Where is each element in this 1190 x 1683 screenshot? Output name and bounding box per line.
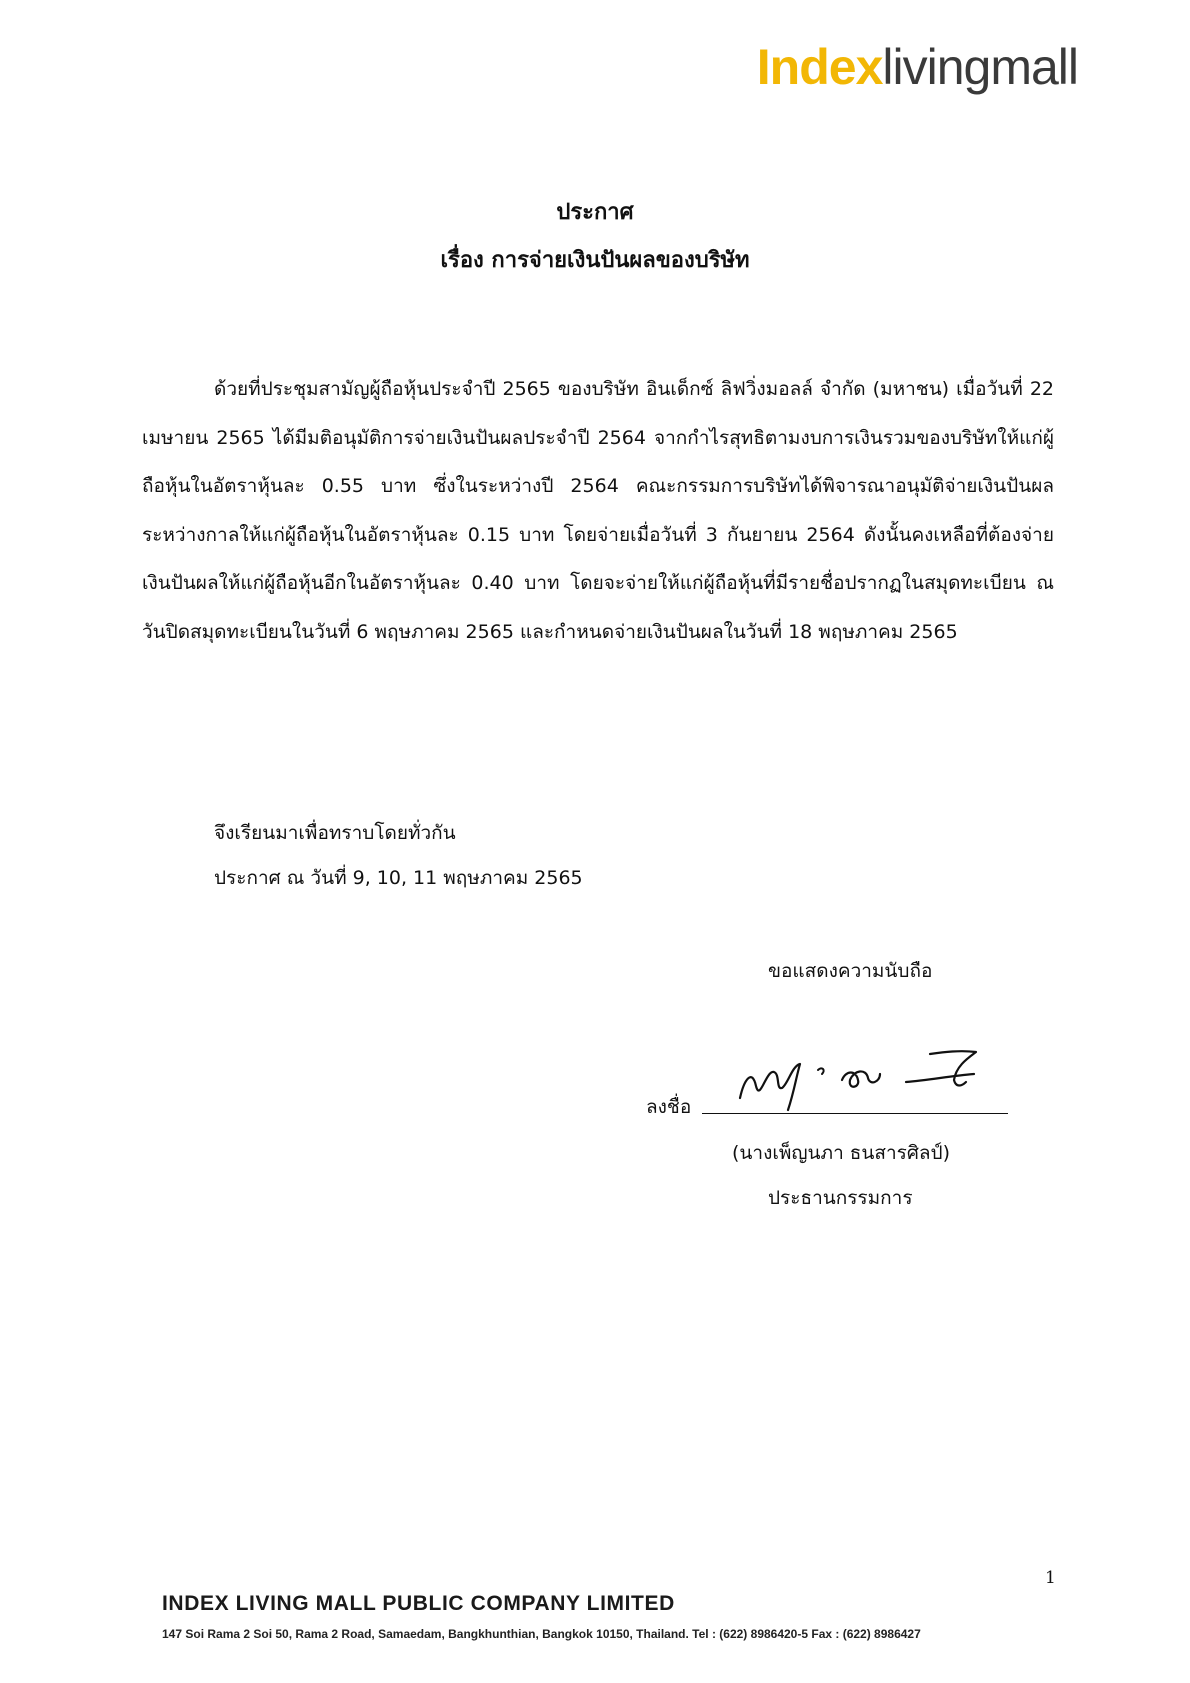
closing-line: จึงเรียนมาเพื่อทราบโดยทั่วกัน (214, 822, 456, 844)
announcement-subject: เรื่อง การจ่ายเงินปันผลของบริษัท (440, 248, 750, 273)
logo-index-text: Index (756, 39, 883, 95)
announcement-title: ประกาศ (556, 200, 634, 225)
signature-line (702, 1113, 1008, 1114)
handwritten-signature (730, 1040, 1010, 1120)
signer-name: (นางเพ็ญนภา ธนสารศิลป์) (732, 1142, 951, 1164)
page-number: 1 (1045, 1568, 1056, 1588)
company-logo (756, 39, 1078, 95)
announcement-body: ด้วยที่ประชุมสามัญผู้ถือหุ้นประจำปี 2565 ของบริษัท อินเด็กซ์ ลิฟวิ่งมอลล์ จำกัด (มหาชน) เมื่อวันที่ 22 เมษายน 2565 ได้มีมติอนุมัติการจ่ายเงินปันผลประจำปี 2564 จากกำไรสุทธิตามงบการเงินรวมของบริษัทให้แก่ผู้ถือหุ้นในอัตราหุ้นละ 0.55 บาท ซึ่งในระหว่างปี 2564 คณะกรรมการบริษัทได้พิจารณาอนุมัติจ่ายเงินปันผลระหว่างกาลให้แก่ผู้ถือหุ้นในอัตราหุ้นละ 0.15 บาท โดยจ่ายเมื่อวันที่ 3 กันยายน 2564 ดังนั้นคงเหลือที่ต้องจ่ายเงินปันผลให้แก่ผู้ถือหุ้นอีกในอัตราหุ้นละ 0.40 บาท โดยจะจ่ายให้แก่ผู้ถือหุ้นที่มีรายชื่อปรากฏในสมุดทะเบียน ณ วันปิดสมุดทะเบียนในวันที่ 6 พฤษภาคม 2565 และกำหนดจ่ายเงินปันผลในวันที่ 18 พฤษภาคม 2565 (142, 378, 1054, 643)
footer-address: 147 Soi Rama 2 Soi 50, Rama 2 Road, Samaedam, Bangkhunthian, Bangkok 10150, Thailand. Tel : (622) 8986420-5 Fax : (622) 8986427 (162, 1627, 921, 1641)
announcement-date: ประกาศ ณ วันที่ 9, 10, 11 พฤษภาคม 2565 (214, 867, 583, 889)
footer-company-name: INDEX LIVING MALL PUBLIC COMPANY LIMITED (162, 1592, 675, 1615)
sign-label: ลงชื่อ (646, 1096, 692, 1118)
signer-title: ประธานกรรมการ (768, 1187, 913, 1209)
regards-text: ขอแสดงความนับถือ (768, 960, 933, 982)
logo-livingmall-text: livingmall (882, 39, 1078, 95)
